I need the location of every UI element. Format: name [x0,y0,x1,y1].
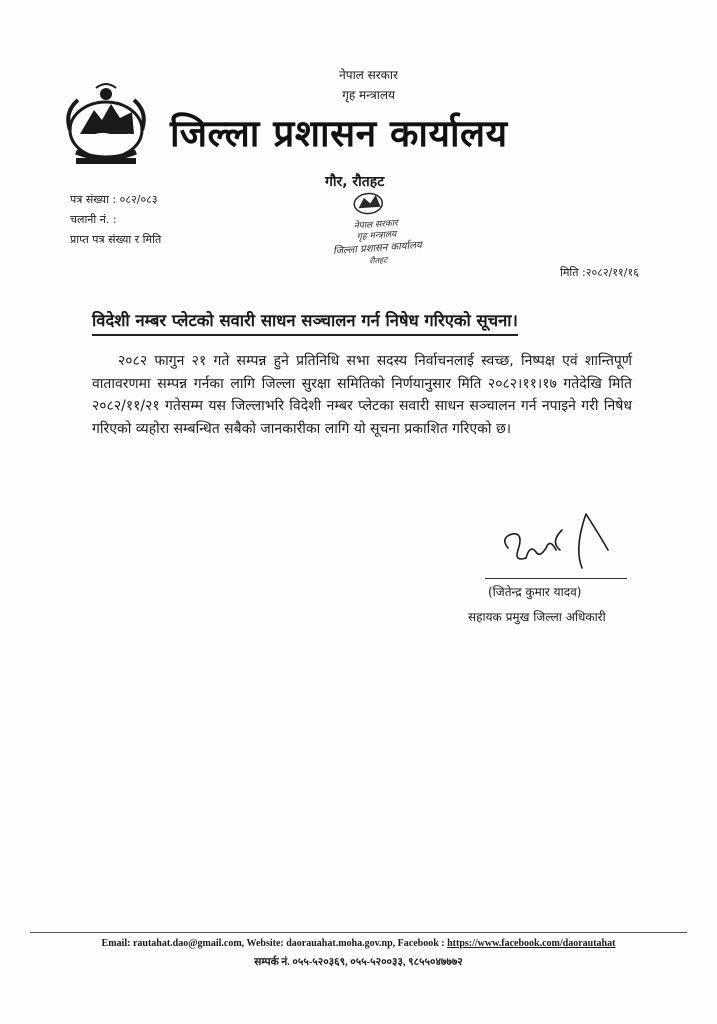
stamp-line-3: जिल्ला प्रशासन कार्यालय [332,239,423,258]
letter-number: पत्र संख्या : ०८२/०८३ [70,193,158,206]
nepal-emblem-icon [56,82,156,170]
notice-body: २०८२ फागुन २१ गते सम्पन्न हुने प्रतिनिधि सभा सदस्य निर्वाचनलाई स्वच्छ, निष्पक्ष एवं शान्तिपूर्ण वातावरणमा सम्पन्न गर्नका लागि जिल्ला सुरक्षा समितिको निर्णयानुसार मिति २०८२।११।१७ गतेदेखि मिति २०८२/११/२१ गतेसम्म यस जिल्लाभरि विदेशी नम्बर प्लेटका सवारी साधन सञ्चालन गर्न नपाइने गरी निषेध गरिएको व्यहोरा सम्बन्धित सबैको जानकारीका लागि यो सूचना प्रकाशित गरिएको छ। [92,353,632,437]
notice-subject: विदेशी नम्बर प्लेटको सवारी साधन सञ्चालन गर्न निषेध गरिएको सूचना। [92,308,518,336]
received-letter-info: प्राप्त पत्र संख्या र मिति [70,233,162,246]
email-label: Email: [101,938,131,949]
email-address: rautahat.dao@gmail.com, [132,938,245,949]
ministry-label: गृह मन्त्रालय [342,88,395,102]
footer-contact [0,938,717,949]
office-stamp-icon [318,185,436,271]
website-address: daorauahat.moha.gov.np, [286,938,396,949]
issue-date: मिति :२०८२/११/१६ [560,266,639,279]
signature-icon [490,508,630,574]
government-label: नेपाल सरकार [339,68,398,82]
office-location: गौर, रौतहट [325,174,385,190]
stamp-line-1: नेपाल सरकार [353,218,399,232]
footer-phone: सम्पर्क नं. ०५५-५२०३६९, ०५५-५२००३३, ९८५५०४७७७२ [254,957,463,968]
footer-divider [30,932,687,933]
facebook-label: Facebook : [397,938,445,949]
stamp-line-2: गृह मन्त्रालय [356,229,397,243]
stamp-line-4: रौतहट [368,255,388,266]
signatory-title: सहायक प्रमुख जिल्ला अधिकारी [468,610,606,624]
signatory-name: (जितेन्द्र कुमार यादव) [488,585,582,599]
chalani-number: चलानी नं. : [70,213,117,226]
office-title: जिल्ला प्रशासन कार्यालय [170,112,508,155]
signature-line [485,578,627,579]
facebook-link[interactable]: https://www.facebook.com/daorautahat [447,938,616,949]
website-label: Website: [246,938,284,949]
